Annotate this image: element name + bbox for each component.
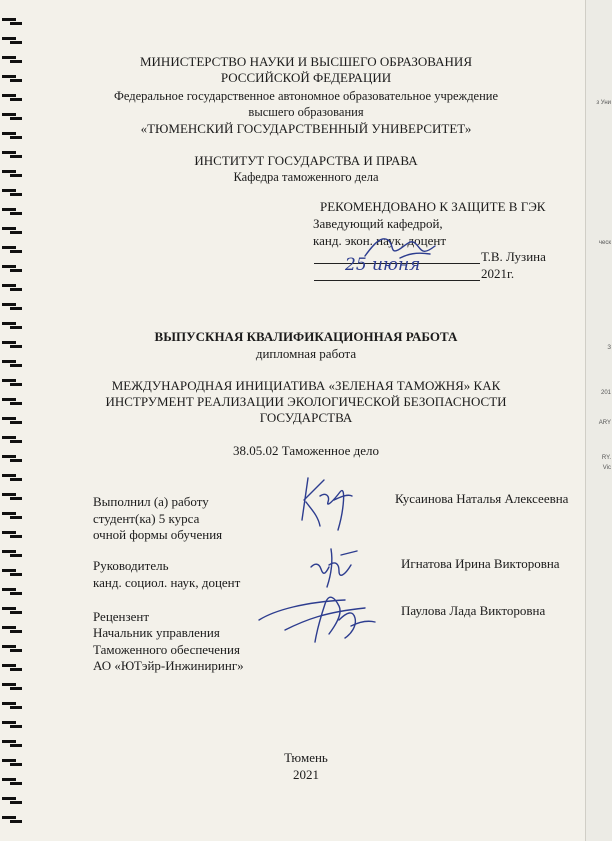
binding-ring bbox=[2, 664, 22, 671]
binding-ring bbox=[2, 645, 22, 652]
approval-title: РЕКОМЕНДОВАНО К ЗАЩИТЕ В ГЭК bbox=[320, 199, 546, 214]
author-signature bbox=[290, 470, 360, 540]
binding-ring bbox=[2, 189, 22, 196]
footer-year: 2021 bbox=[293, 767, 319, 782]
binding-ring bbox=[2, 588, 22, 595]
department-name: Кафедра таможенного дела bbox=[233, 170, 379, 184]
binding-ring bbox=[2, 37, 22, 44]
reviewer-role-1: Рецензент bbox=[93, 609, 150, 624]
supervisor-role-1: Руководитель bbox=[93, 558, 169, 573]
institute-name: ИНСТИТУТ ГОСУДАРСТВА И ПРАВА bbox=[194, 153, 418, 168]
ministry-line-1: МИНИСТЕРСТВО НАУКИ И ВЫСШЕГО ОБРАЗОВАНИЯ bbox=[139, 54, 472, 69]
binding-ring bbox=[2, 550, 22, 557]
reviewer-signature bbox=[255, 590, 385, 650]
institution-line-2: высшего образования bbox=[248, 105, 364, 119]
head-of-department-signature bbox=[360, 232, 440, 262]
binding-ring bbox=[2, 626, 22, 633]
reviewer-role-3: Таможенного обеспечения bbox=[93, 642, 240, 657]
binding-ring bbox=[2, 474, 22, 481]
work-subtype: дипломная работа bbox=[255, 346, 357, 361]
binding-ring bbox=[2, 816, 22, 823]
supervisor-name: Игнатова Ирина Викторовна bbox=[401, 556, 560, 571]
binding-ring bbox=[2, 246, 22, 253]
binding-ring bbox=[2, 702, 22, 709]
underlying-page-edge: з Уни ческ З 201 ARY RY. Vic bbox=[585, 0, 612, 841]
thesis-title-line-2: ИНСТРУМЕНТ РЕАЛИЗАЦИИ ЭКОЛОГИЧЕСКОЙ БЕЗОПАСНОСТИ bbox=[105, 394, 507, 409]
binding-ring bbox=[2, 322, 22, 329]
author-role-3: очной формы обучения bbox=[93, 527, 223, 542]
approval-year: 2021г. bbox=[481, 266, 515, 281]
binding-ring bbox=[2, 740, 22, 747]
binding-ring bbox=[2, 436, 22, 443]
binding-ring bbox=[2, 18, 22, 25]
reviewer-name: Паулова Лада Викторовна bbox=[401, 603, 546, 618]
binding-ring bbox=[2, 531, 22, 538]
binding-ring bbox=[2, 493, 22, 500]
reviewer-role-4: АО «ЮТэйр-Инжиниринг» bbox=[93, 658, 244, 673]
reviewer-role-2: Начальник управления bbox=[93, 625, 220, 640]
ministry-line-2: РОССИЙСКОЙ ФЕДЕРАЦИИ bbox=[220, 70, 392, 85]
approval-role: Заведующий кафедрой, bbox=[313, 216, 443, 231]
specialty: 38.05.02 Таможенное дело bbox=[232, 443, 380, 458]
binding-ring bbox=[2, 683, 22, 690]
author-name: Кусаинова Наталья Алексеевна bbox=[395, 491, 569, 506]
work-type: ВЫПУСКНАЯ КВАЛИФИКАЦИОННАЯ РАБОТА bbox=[154, 329, 458, 344]
approval-degree: канд. экон. наук, доцент bbox=[313, 233, 447, 248]
binding-ring bbox=[2, 512, 22, 519]
institution-line-1: Федеральное государственное автономное образовательное учреждение bbox=[113, 89, 499, 103]
approval-name: Т.В. Лузина bbox=[481, 249, 546, 264]
author-role-2: студент(ка) 5 курса bbox=[93, 511, 200, 526]
binding-ring bbox=[2, 284, 22, 291]
thesis-title-line-3: ГОСУДАРСТВА bbox=[259, 410, 353, 425]
binding-ring bbox=[2, 721, 22, 728]
thesis-title-line-1: МЕЖДУНАРОДНАЯ ИНИЦИАТИВА «ЗЕЛЕНАЯ ТАМОЖНЯ» КАК bbox=[111, 378, 501, 393]
approval-handwritten-date: 25 июня bbox=[345, 255, 421, 275]
binding-ring bbox=[2, 569, 22, 576]
supervisor-role-2: канд. социол. наук, доцент bbox=[93, 575, 241, 590]
approval-date-line bbox=[314, 280, 480, 281]
binding-ring bbox=[2, 303, 22, 310]
supervisor-signature bbox=[305, 545, 365, 590]
binding-ring bbox=[2, 797, 22, 804]
binding-ring bbox=[2, 265, 22, 272]
university-name: «ТЮМЕНСКИЙ ГОСУДАРСТВЕННЫЙ УНИВЕРСИТЕТ» bbox=[140, 121, 472, 136]
binding-ring bbox=[2, 227, 22, 234]
binding-ring bbox=[2, 607, 22, 614]
author-role-1: Выполнил (а) работу bbox=[93, 494, 209, 509]
city: Тюмень bbox=[284, 750, 328, 765]
binding-ring bbox=[2, 208, 22, 215]
